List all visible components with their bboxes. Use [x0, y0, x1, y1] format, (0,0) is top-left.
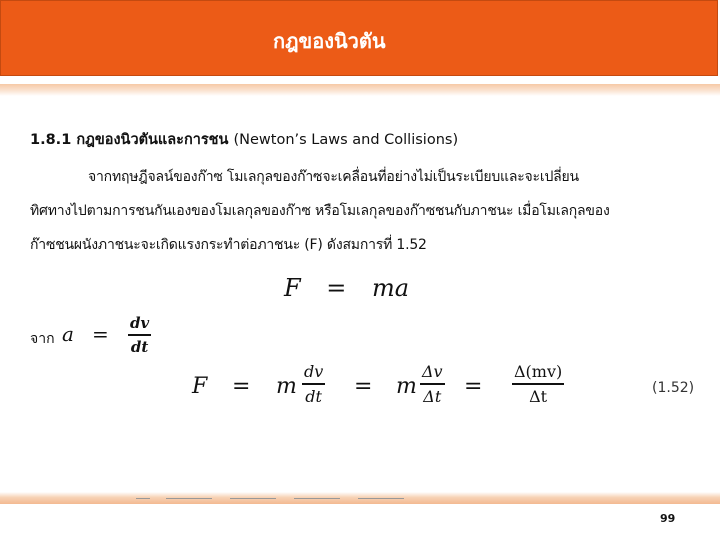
- eq3-fraction-2: [420, 362, 445, 406]
- paragraph-line-1: จากทฤษฎีจลน์ของก๊าซ โมเลกุลของก๊าซจะเคลื่อนที่อย่างไม่เป็นระเบียบและจะเปลี่ยน: [88, 169, 579, 185]
- section-heading: [30, 128, 458, 151]
- eq3-m-1: m: [276, 374, 297, 399]
- bottom-dash: [230, 498, 276, 499]
- eq2-fraction: [128, 314, 151, 356]
- eq2-equals: =: [92, 322, 109, 346]
- paragraph-line-3: ก๊าซชนผนังภาชนะจะเกิดแรงกระทำต่อภาชนะ (F) ดังสมการที่ 1.52: [30, 237, 427, 253]
- eq1-rhs: ma: [372, 274, 410, 302]
- from-label: จาก: [30, 331, 55, 347]
- eq2-fraction-bar: [128, 334, 151, 336]
- eq3-lhs: F: [192, 374, 208, 399]
- eq3-frac2-numerator: Δv: [422, 362, 443, 381]
- eq2-numerator: dv: [130, 314, 150, 332]
- eq3-equals-3: =: [464, 374, 483, 399]
- section-heading-english: (Newton’s Laws and Collisions): [233, 132, 459, 148]
- bottom-dash: [136, 498, 150, 499]
- title-bar: [0, 0, 718, 76]
- eq3-frac1-numerator: dv: [304, 362, 324, 381]
- bottom-dash: [358, 498, 404, 499]
- slide-title: กฎของนิวตัน: [273, 29, 386, 53]
- slide-content: [0, 96, 720, 492]
- eq3-frac3-bar: [512, 383, 564, 385]
- eq1-equals: =: [326, 274, 347, 302]
- top-decor-band: [0, 84, 720, 96]
- equation-force: [284, 274, 409, 302]
- eq3-frac1-bar: [302, 383, 325, 385]
- eq1-lhs: F: [284, 274, 301, 302]
- eq3-equals-2: =: [354, 374, 373, 399]
- eq3-equals-1: =: [232, 374, 251, 399]
- eq3-frac3-numerator: Δ(mv): [514, 362, 563, 381]
- paragraph-line-2: ทิศทางไปตามการชนกันเองของโมเลกุลของก๊าซ หรือโมเลกุลของก๊าซชนกับภาชนะ เมื่อโมเลกุลของ: [30, 203, 610, 219]
- eq2-lhs: a: [62, 322, 74, 346]
- page-number: 99: [660, 512, 676, 525]
- bottom-dash: [166, 498, 212, 499]
- eq3-frac1-denominator: dt: [305, 386, 322, 406]
- eq2-denominator: dt: [130, 337, 149, 356]
- section-heading-thai: 1.8.1 กฎของนิวตันและการชน: [30, 132, 229, 148]
- eq3-fraction-3: [512, 362, 564, 406]
- bottom-dash: [294, 498, 340, 499]
- eq3-fraction-1: [302, 362, 325, 406]
- equation-number: (1.52): [652, 380, 695, 396]
- eq3-m-2: m: [396, 374, 417, 399]
- eq3-frac2-bar: [420, 383, 445, 385]
- eq3-frac3-denominator: Δt: [529, 386, 548, 406]
- eq3-frac2-denominator: Δt: [423, 386, 442, 406]
